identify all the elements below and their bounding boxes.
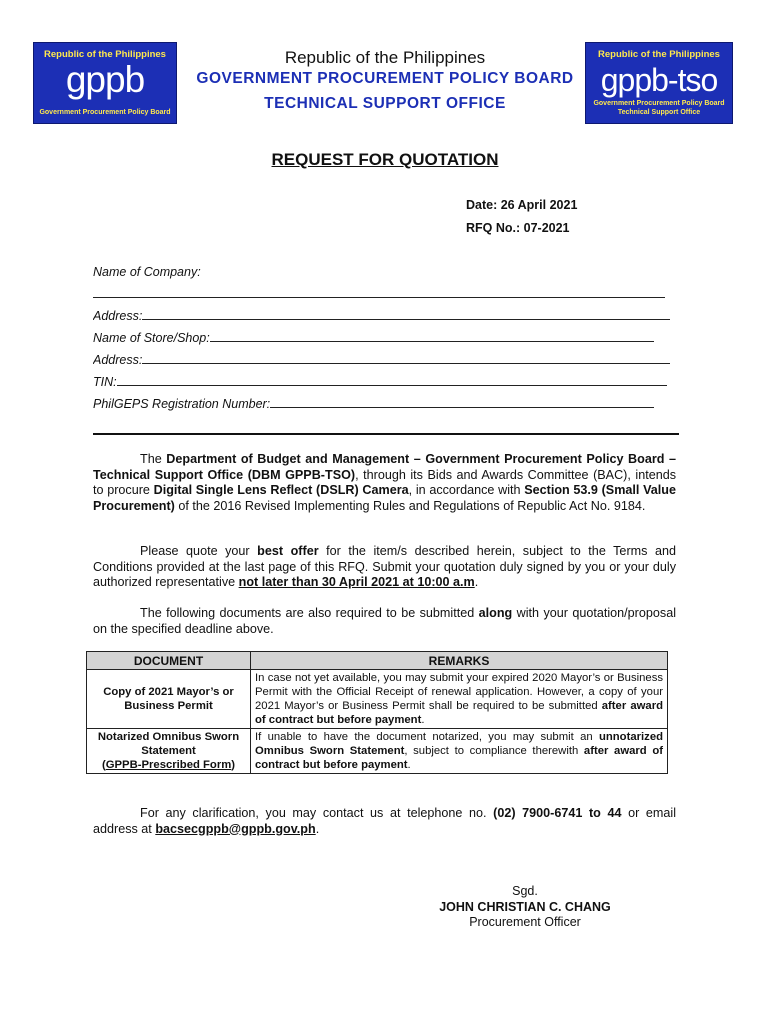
store-name-field[interactable] [93, 330, 673, 346]
telephone-number: (02) 7900-6741 to 44 [493, 806, 622, 820]
tin-label: TIN: [93, 375, 117, 389]
philgeps-field[interactable] [93, 396, 673, 412]
gppb-form-link[interactable]: GPPB-Prescribed Form [105, 759, 232, 771]
logo-right-top-text: Republic of the Philippines [598, 49, 720, 60]
logo-left-mark: gppb [65, 59, 145, 100]
header-republic: Republic of the Philippines [284, 48, 486, 67]
email-link[interactable]: bacsecgppb@gppb.gov.ph [155, 821, 316, 836]
header-office: TECHNICAL SUPPORT OFFICE [264, 95, 506, 112]
company-name-field [93, 264, 673, 280]
signatory-name: JOHN CHRISTIAN C. CHANG [439, 900, 611, 914]
rfq-date: Date: 26 April 2021 [466, 198, 578, 212]
logo-left-top-text: Republic of the Philippines [44, 49, 166, 60]
company-name-label: Name of Company: [93, 265, 201, 279]
doc-omnibus-statement: Notarized Omnibus Sworn Statement (GPPB-Prescribed Form) [87, 729, 251, 774]
section-divider [93, 433, 679, 435]
gppb-logo [33, 42, 177, 124]
quote-instructions-paragraph: Please quote your best offer for the item/s described herein, subject to the Terms and Conditions provided at the last page of this RFQ. Submit your quotation duly signed by you or your duly authorized representative not later than 30 April 2021 at 10:00 a.m. [93, 544, 676, 590]
tin-field[interactable] [93, 374, 673, 390]
intro-paragraph: The Department of Budget and Management – Government Procurement Policy Board – Technical Support Office (DBM GPPB-TSO), through its Bids and Awards Committee (BAC), intends to procure Digital Single Lens Reflect (DSLR) Camera, in accordance with Section 53.9 (Small Value Procurement) of the 2016 Revised Implementing Rules and Regulations of Republic Act No. 9184. [93, 452, 677, 513]
contact-paragraph: For any clarification, you may contact us at telephone no. (02) 7900-6741 to 44 or email address at bacsecgppb@gppb.gov.ph. [93, 806, 677, 836]
remark-omnibus-statement: If unable to have the document notarized, you may submit an unnotarized Omnibus Sworn Statement, subject to compliance therewith after award of contract but before payment. [251, 729, 668, 774]
documents-paragraph: The following documents are also required to be submitted along with your quotation/proposal on the specified deadline above. [93, 606, 676, 636]
rfq-number: RFQ No.: 07-2021 [466, 221, 570, 235]
logo-left-bottom-text: Government Procurement Policy Board [39, 109, 171, 116]
header-document: DOCUMENT [87, 652, 251, 670]
signature-sgd: Sgd. [512, 884, 538, 898]
company-name-line[interactable] [93, 286, 673, 302]
table-header-row [87, 652, 668, 670]
page-title: REQUEST FOR QUOTATION [271, 150, 499, 169]
philgeps-label: PhilGEPS Registration Number: [93, 397, 271, 411]
remark-business-permit: In case not yet available, you may submit your expired 2020 Mayor’s or Business Permit with the Official Receipt of renewal application. However, a copy of your 2021 Mayor’s or Business Permit shall be required to be submitted after award of contract but before payment. [251, 670, 668, 729]
required-documents-table [86, 651, 668, 774]
address-field-1[interactable] [93, 308, 673, 324]
gppb-tso-logo [585, 42, 733, 124]
address-label-1: Address: [93, 309, 143, 323]
header-remarks: REMARKS [251, 652, 668, 670]
doc-business-permit: Copy of 2021 Mayor’s or Business Permit [87, 670, 251, 729]
table-row [87, 729, 668, 774]
logo-right-bottom-text [586, 99, 732, 117]
logo-right-mark: gppb-tso [600, 62, 718, 98]
deadline-text: not later than 30 April 2021 at 10:00 a.m [238, 575, 475, 590]
logo-right-bottom-line2: Technical Support Office [617, 109, 701, 116]
store-name-label: Name of Store/Shop: [93, 331, 210, 345]
logo-right-bottom-line1: Government Procurement Policy Board [593, 100, 725, 107]
table-row [87, 670, 668, 729]
signatory-role: Procurement Officer [469, 915, 581, 929]
address-field-2[interactable] [93, 352, 673, 368]
address-label-2: Address: [93, 353, 143, 367]
header-agency: GOVERNMENT PROCUREMENT POLICY BOARD [196, 70, 574, 87]
